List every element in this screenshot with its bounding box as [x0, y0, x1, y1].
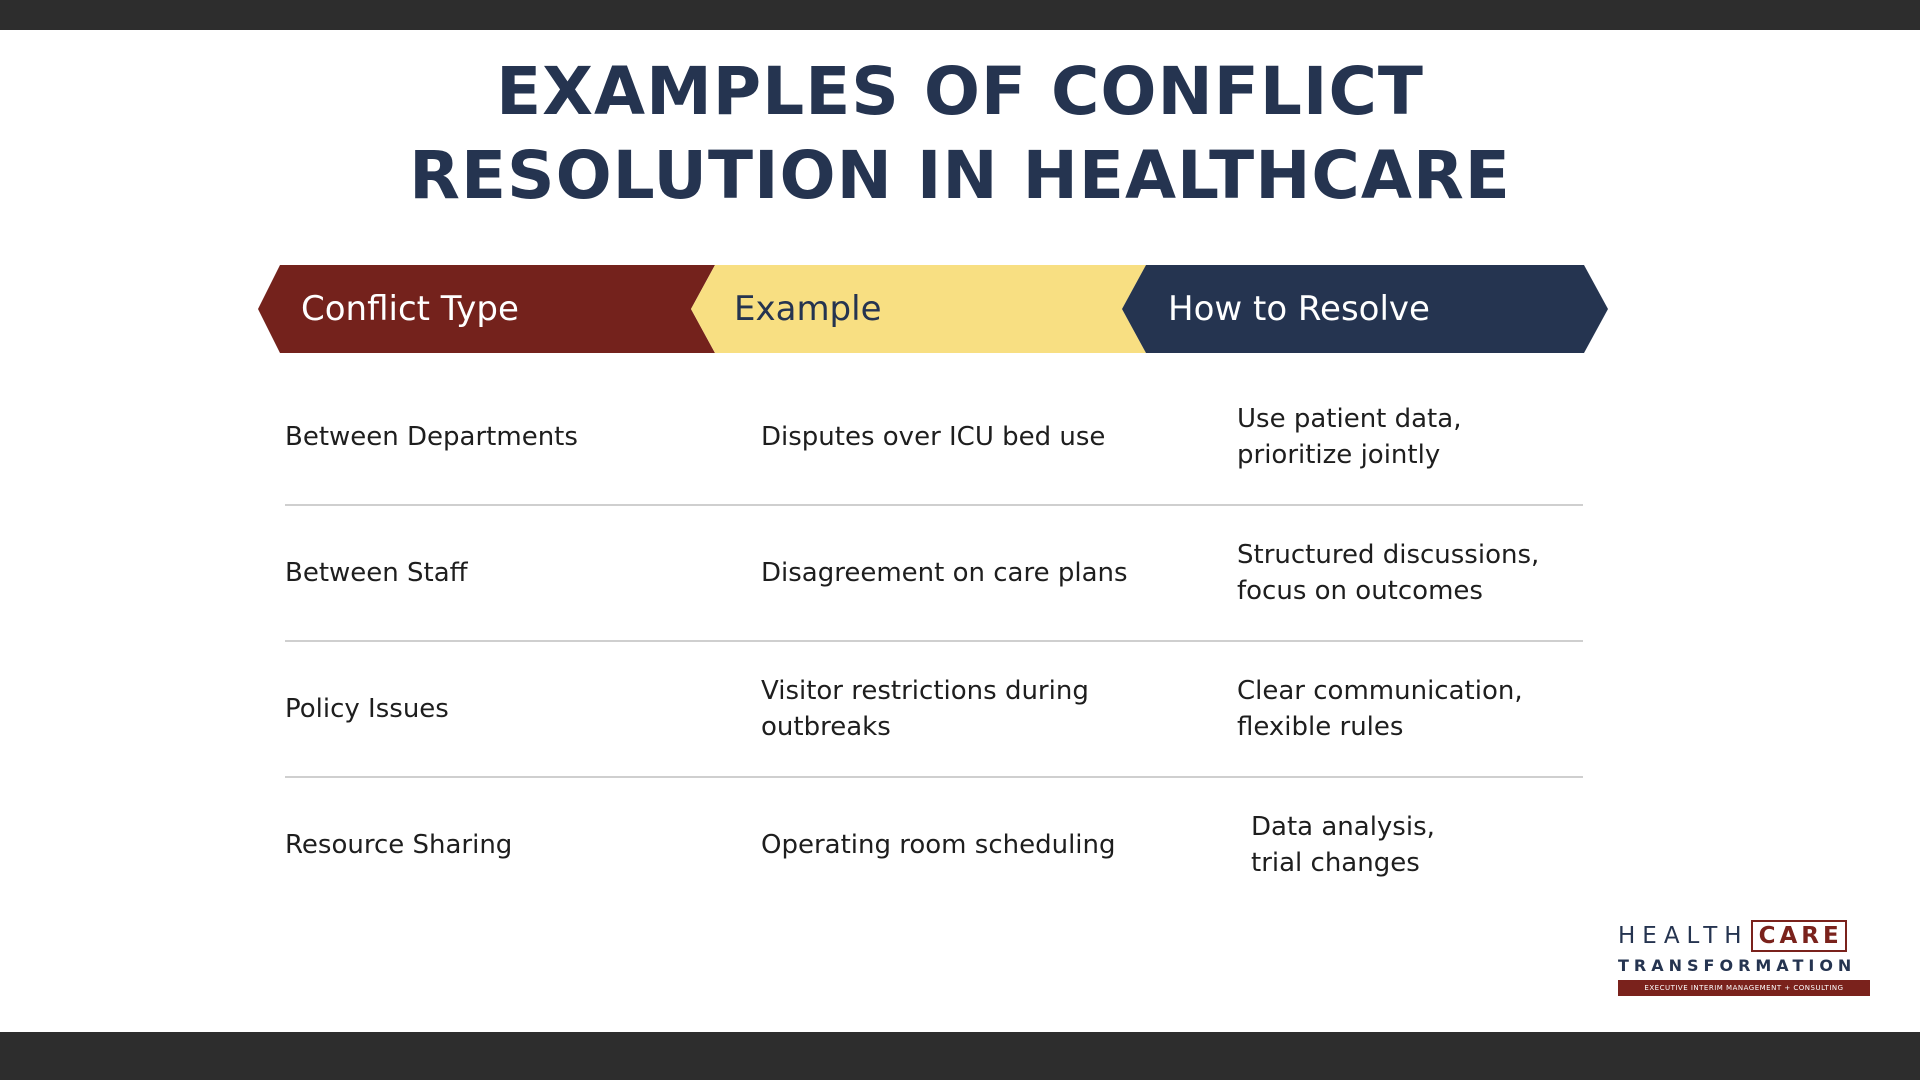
cell-conflict-type: Between Staff — [285, 558, 468, 588]
cell-how-to-resolve: Use patient data, prioritize jointly — [1237, 404, 1462, 470]
cell-example: Visitor restrictions during outbreaks — [761, 676, 1089, 742]
cell-conflict-type: Policy Issues — [285, 694, 449, 724]
table-header — [258, 265, 1608, 353]
logo-care: CARE — [1751, 920, 1847, 952]
cell-conflict-type: Between Departments — [285, 422, 578, 452]
logo-transformation: TRANSFORMATION — [1618, 956, 1857, 975]
header-conflict-type: Conflict Type — [301, 289, 519, 329]
cell-example: Disagreement on care plans — [761, 558, 1128, 588]
logo-wordmark — [1618, 918, 1847, 954]
cell-how-to-resolve: Clear communication, flexible rules — [1237, 676, 1523, 742]
table-row — [285, 778, 1583, 914]
table-row — [285, 642, 1583, 778]
header-example: Example — [734, 289, 882, 329]
title-line-1: EXAMPLES OF CONFLICT — [496, 53, 1424, 130]
title-line-2: RESOLUTION IN HEALTHCARE — [409, 137, 1511, 214]
cell-how-to-resolve: Data analysis, trial changes — [1251, 812, 1435, 878]
page-title — [0, 50, 1920, 218]
table-row — [285, 506, 1583, 642]
cell-conflict-type: Resource Sharing — [285, 830, 513, 860]
top-bar — [0, 0, 1920, 30]
table-row — [285, 370, 1583, 506]
cell-example: Disputes over ICU bed use — [761, 422, 1106, 452]
logo-health: HEALTH — [1618, 923, 1749, 949]
cell-example: Operating room scheduling — [761, 830, 1116, 860]
healthcare-transformation-logo — [1618, 918, 1873, 998]
cell-how-to-resolve: Structured discussions, focus on outcomes — [1237, 540, 1540, 606]
table-body — [285, 370, 1583, 914]
logo-tagline: EXECUTIVE INTERIM MANAGEMENT + CONSULTING — [1618, 980, 1870, 996]
bottom-bar — [0, 1032, 1920, 1080]
header-how-to-resolve: How to Resolve — [1168, 289, 1430, 329]
